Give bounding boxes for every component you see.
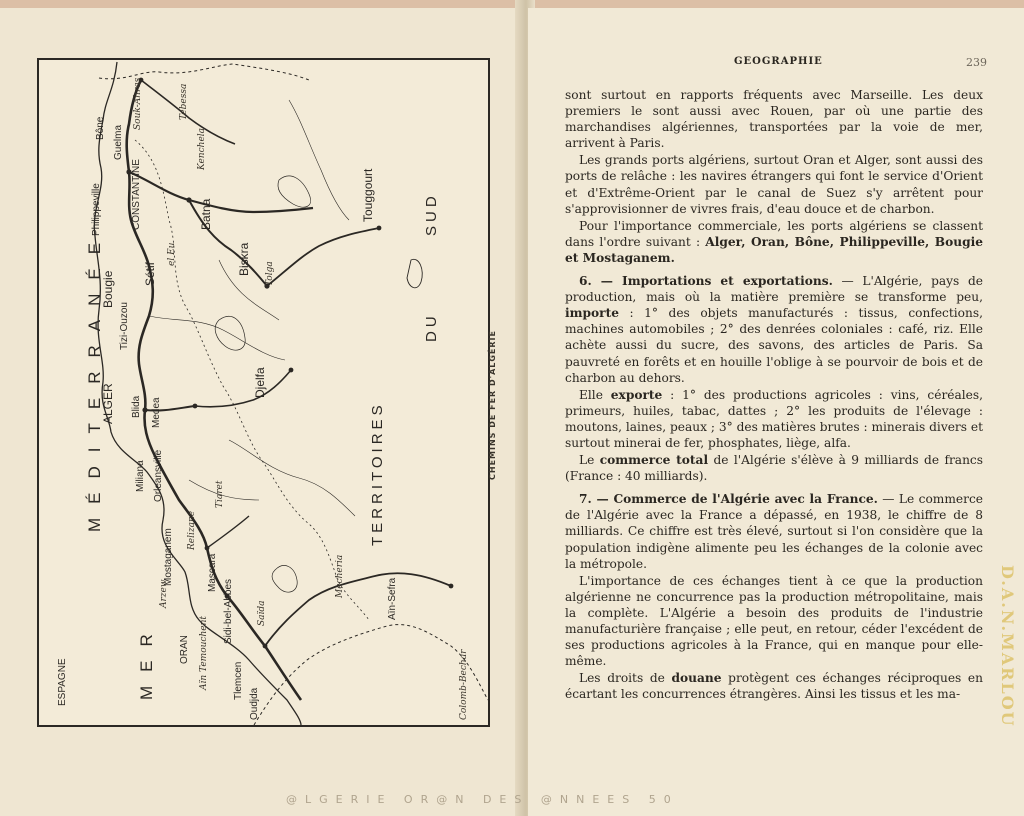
city-ain-sefra: Aïn-Sefra (387, 577, 398, 620)
city-mascara: Mascara (207, 553, 218, 592)
paragraph: L'importance de ces échanges tient à ce que la production algérienne ne concurrence pas la production métropolitaine, mais la complète. L'Algérie a besoin des produits de l'industrie manufacturière française ; elle peut, en retour, céder l'excédent de ses productions agricoles à la France, qui en manque pour elle-même. (565, 573, 983, 669)
paragraph-text: de l'Algérie s'élève à 9 milliards de francs (France : 40 milliards). (565, 453, 983, 484)
paragraph (565, 452, 983, 484)
chott-lake (272, 565, 297, 592)
city-guelma: Guelma (113, 124, 124, 160)
paragraph-text: : 1° des productions agricoles : vins, céréales, primeurs, huiles, tabac, dattes ; 2° les produits de l'élevage : moutons, laines, peaux ; 3° des matières brutes : minerais divers et surtout minerai de fer, phosphates, liège, alfa. (565, 387, 983, 450)
town-marker (449, 584, 454, 589)
side-watermark: D.A.N.MARLOU (998, 565, 1017, 728)
territoires-label: TERRITOIRES (369, 401, 386, 546)
railway-djelfa (195, 370, 291, 407)
paragraph-text: Les droits de (579, 671, 672, 686)
city-biskra: Biskra (237, 242, 251, 276)
section-6-intro: — L'Algérie, pays de production, mais où la matière première se transforme peu, (565, 274, 984, 305)
paragraph (565, 218, 983, 266)
city-ain-temouchent: Aïn Temouchent (199, 616, 209, 690)
tunisian-border (99, 64, 309, 80)
commerce-total-term: commerce total (599, 453, 709, 468)
town-marker (186, 197, 191, 202)
body-text (565, 87, 983, 703)
city-oudjda: Oudjda (249, 687, 260, 720)
bottom-watermark: @LGERIE OR@N DES @NNEES 50 (286, 793, 679, 806)
city-colomb-bechar: Colomb-Bechar (459, 649, 469, 720)
paragraph: Les grands ports algériens, surtout Oran et Alger, sont aussi des ports de relâche : les navires étrangers qui font le service d'Orient et d'Extrême-Orient par le canal de Suez s'y arrêtent pour s'approvisionner de vivres frais, d'eau douce et de charbon. (565, 153, 983, 216)
city-mecheria: Mecheria (335, 554, 345, 598)
section-7-heading: 7. — Commerce de l'Algérie avec la France. (579, 492, 878, 507)
section-7-text: — Le commerce de l'Algérie avec la France a dépassé, en 1938, le chiffre de 8 milliards. Ce chiffre est très élevé, surtout si l'on considère que la population indigène alimente peu les échanges de la colonie avec la métropole. (565, 492, 983, 571)
city-touggourt: Touggourt (361, 168, 375, 222)
paragraph-text: Elle (579, 387, 611, 402)
city-medea: Medea (151, 397, 162, 428)
section-6 (565, 273, 983, 386)
page-number: 239 (966, 56, 987, 69)
city-orleansville: Orleansville (153, 449, 164, 502)
railway-touggourt (267, 228, 379, 286)
paragraph (565, 387, 983, 451)
running-head: GEOGRAPHIE (734, 56, 823, 67)
section-6-heading: 6. — Importations et exportations. (579, 274, 833, 289)
city-bougie: Bougie (101, 270, 115, 308)
city-tebessa: Tebessa (179, 83, 189, 120)
paragraph: sont surtout en rapports fréquents avec Marseille. Les deux premiers le sont aussi avec Rouen, par où une partie des marchandises algériennes, transportées par la voie de mer, arrivent à Paris. (565, 88, 983, 151)
town-marker (142, 407, 147, 412)
town-marker (193, 404, 198, 409)
town-marker (205, 546, 210, 551)
ports-list: Alger, Oran, Bône, Philippeville, Bougie et Mostaganem. (565, 234, 983, 265)
moroccan-border (254, 625, 488, 725)
sahara-dune (407, 259, 422, 287)
sud-label: SUD (423, 192, 440, 236)
river (289, 100, 349, 220)
city-sidi-bel-abbes: Sidi-bel-Abbes (223, 578, 234, 644)
city-relizane: Relizane (187, 510, 197, 550)
section-7 (565, 491, 983, 571)
map-caption: CHEMINS DE FER D'ALGÉRIE (488, 330, 497, 480)
sea-label: MÉDITERRANÉE (85, 228, 104, 532)
chott-lake (215, 316, 245, 350)
railway-constantine (129, 172, 313, 212)
exporte-term: exporte (610, 387, 663, 402)
city-bone: Bône (95, 116, 106, 140)
city-alger: ALGER (101, 383, 115, 424)
railway-map (37, 58, 490, 727)
city-djelfa: Djelfa (253, 367, 267, 398)
town-marker (377, 226, 382, 231)
city-kenchela: Kenchela (197, 127, 207, 170)
section-6-text: : 1° des objets manufacturés : tissus, confections, machines automobiles ; 2° des denrées coloniales : café, riz. Elle achète aussi du sucre, des savons, des articles de Paris. Sa pauvreté en forêts et en houille l'oblige à se pourvoir de bois et de charbon au dehors. (565, 306, 983, 385)
city-tizi-ouzou: Tizi-Ouzou (119, 302, 130, 350)
river (229, 440, 355, 516)
city-tolga: Tolga (265, 261, 275, 286)
paragraph-text: Le (579, 453, 600, 468)
paragraph-text: Pour l'importance commerciale, les ports algériens se classent dans l'ordre suivant : (565, 218, 983, 249)
city-arzew: Arzew (159, 579, 169, 608)
city-philippeville: Philippeville (91, 183, 102, 236)
railway-main (127, 77, 301, 700)
chott-lake (278, 176, 311, 207)
douane-term: douane (671, 671, 722, 686)
railway-oran-south (265, 573, 451, 646)
city-tlemcen: Tlemcen (233, 661, 244, 700)
city-constantine: CONSTANTINE (131, 159, 142, 230)
city-miliana: Miliana (135, 460, 146, 492)
espagne-label: ESPAGNE (57, 658, 68, 706)
city-mostaganem: Mostaganem (163, 528, 174, 586)
railway-tiaret (207, 516, 249, 548)
city-tiaret: Tiaret (215, 480, 225, 508)
town-marker (289, 368, 294, 373)
paragraph (565, 670, 983, 702)
city-batna: Batna (199, 198, 213, 230)
city-el-eulma: el Eu (167, 242, 177, 266)
town-marker (263, 644, 268, 649)
mer-label: MER (137, 620, 156, 700)
importe-term: importe (565, 306, 619, 321)
city-setif: Sétif (143, 261, 157, 286)
du-label: DU (423, 312, 440, 342)
city-oran: ORAN (179, 635, 190, 664)
paragraph-text: protègent ces échanges réciproques en écartant les concurrences étrangères. Ainsi les tissus et les ma- (565, 671, 983, 702)
city-blida: Blida (131, 395, 142, 418)
city-saida: Saïda (257, 600, 267, 626)
city-souk-ahras: Souk-Ahras (133, 77, 143, 130)
